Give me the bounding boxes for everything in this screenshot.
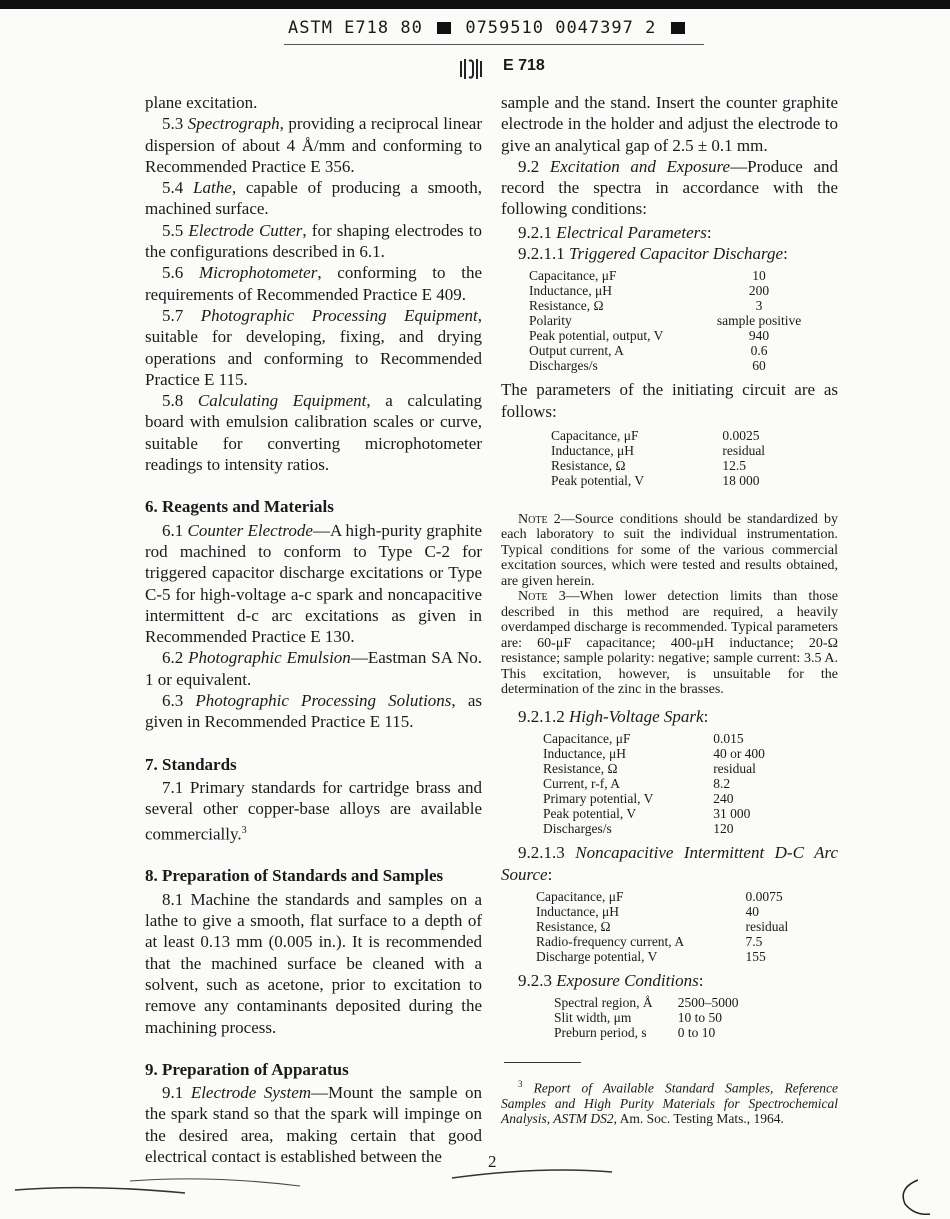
param-value: 155 (745, 948, 766, 964)
section-9-2-1-3: 9.2.1.3 Noncapacitive Intermittent D-C Arc Source: (501, 843, 838, 884)
table-row (529, 283, 814, 298)
left-column (145, 92, 482, 1167)
doc-code-mid: 0759510 0047397 2 (465, 18, 657, 38)
table-row (529, 358, 814, 373)
param-value: 10 (752, 268, 766, 284)
param-label: Primary potential, V (543, 791, 654, 807)
black-block-icon (437, 22, 451, 34)
heading-6: 6. Reagents and Materials (145, 497, 334, 517)
section-9-2: 9.2 Excitation and Exposure—Produce and record the spectra in accordance with the following conditions: (501, 156, 838, 219)
table-row (536, 889, 806, 904)
param-label: Spectral region, Å (554, 995, 653, 1011)
section-8-1: 8.1 Machine the standards and samples on a lathe to give a smooth, flat surface to a depth of at least 0.13 mm (0.005 in.). It is recommended that the machined surface be cleaned with a solvent, such as acetone, prior to excitation to remove any contaminants deposited during the machining process. (145, 889, 482, 1037)
scan-artifacts (0, 1160, 950, 1219)
param-label: Peak potential, V (551, 472, 645, 488)
table-row (536, 904, 806, 919)
section-7-1: 7.1 Primary standards for cartridge brass and several other copper-base alloys are available commercially.$^3$ (145, 777, 482, 844)
section-9-2-1-1: 9.2.1.1 Triggered Capacitor Discharge: (518, 244, 788, 264)
param-value: 0.015 (713, 731, 744, 747)
param-label: Capacitance, μF (551, 427, 639, 443)
param-value: 940 (748, 328, 770, 344)
param-value: 31 000 (713, 806, 751, 822)
table-exposure-conditions (554, 995, 754, 1040)
param-value: 0.6 (750, 343, 768, 359)
section-6-1: 6.1 Counter Electrode—A high-purity graphite rod machined to conform to Type C-2 for triggered capacitor discharge excitations or Type C-5 for high-voltage a-c spark and noncapacitive intermittent d-c arc excitations as given in Recommended Practice E 130. (145, 520, 482, 647)
param-label: Current, r-f, A (543, 776, 620, 792)
section-5-5: 5.5 Electrode Cutter, for shaping electrodes to the configurations described in 6.1. (145, 220, 482, 262)
param-label: Radio-frequency current, A (536, 933, 685, 949)
param-value: 18 000 (722, 472, 760, 488)
param-value: 3 (755, 298, 763, 314)
table-row (536, 919, 806, 934)
param-value: 0.0075 (745, 888, 783, 904)
table-row (529, 328, 814, 343)
table-high-voltage-spark (543, 731, 793, 836)
table-row (536, 934, 806, 949)
astm-logo-icon (458, 57, 484, 81)
param-label: Peak potential, output, V (529, 328, 664, 344)
table-row (551, 473, 801, 488)
param-value: 40 (745, 903, 759, 919)
note-2: Note 2—Source conditions should be standardized by each laboratory to suit the individual instrumentation. Typical conditions for some of the various commercial excitation sources, which were tested and results obtained, are given herein. (501, 511, 838, 589)
param-value: 60 (752, 358, 766, 374)
note-3: Note 3—When lower detection limits than those described in this method are required, a heavily overdamped discharge is recommended. Typical parameters are: 60-μF capacitance; 400-μH inductance; 20-Ω resistance; sample polarity: negative; sample current: 3.5 A. This excitation, however, is unsuitable for the determination of the zinc in the brasses. (501, 589, 838, 698)
param-label: Inductance, μH (543, 746, 626, 762)
param-value: residual (722, 442, 766, 458)
table-row (554, 1010, 754, 1025)
param-label: Inductance, μH (529, 283, 612, 299)
param-value: 2500–5000 (677, 995, 739, 1011)
param-label: Resistance, Ω (536, 918, 611, 934)
paragraph-initiating-circuit: The parameters of the initiating circuit are as follows: (501, 380, 838, 421)
table-row (551, 428, 801, 443)
param-value: 12.5 (722, 457, 746, 473)
table-triggered-discharge (529, 268, 814, 373)
param-label: Capacitance, μF (543, 731, 631, 747)
table-row (529, 268, 814, 283)
table-row (543, 776, 793, 791)
param-label: Peak potential, V (543, 806, 637, 822)
heading-7: 7. Standards (145, 754, 237, 774)
section-5-7: 5.7 Photographic Processing Equipment, suitable for developing, fixing, and drying operations and conforming to Recommended Practice E 115. (145, 305, 483, 389)
param-value: sample positive (716, 313, 802, 329)
table-row (551, 458, 801, 473)
param-label: Discharge potential, V (536, 948, 658, 964)
section-9-2-1-2: 9.2.1.2 High-Voltage Spark: (518, 706, 709, 726)
table-row (543, 806, 793, 821)
footnote-3: $^3$ Report of Available Standard Samples, Reference Samples and High Purity Materials for Spectrochemical Analysis, ASTM DS2, Am. Soc. Testing Mats., 1964. (501, 1079, 839, 1126)
param-label: Inductance, μH (536, 903, 619, 919)
param-value: residual (745, 918, 789, 934)
right-column (501, 92, 838, 1126)
param-label: Resistance, Ω (551, 457, 626, 473)
page-number: 2 (488, 1152, 497, 1171)
table-row (529, 343, 814, 358)
heading-9: 9. Preparation of Apparatus (145, 1059, 349, 1079)
param-value: 10 to 50 (677, 1010, 722, 1026)
param-label: Inductance, μH (551, 442, 634, 458)
param-value: 240 (713, 791, 734, 807)
param-label: Discharges/s (529, 358, 598, 374)
param-value: 120 (713, 821, 734, 837)
section-9-2-3: 9.2.3 Exposure Conditions: (518, 970, 704, 990)
param-value: 40 or 400 (713, 746, 765, 762)
param-value: 7.5 (745, 933, 763, 949)
paragraph-continuation: plane excitation. (145, 93, 258, 112)
section-6-2: 6.2 Photographic Emulsion—Eastman SA No. 1 or equivalent. (145, 648, 483, 689)
doc-code-left: ASTM E718 80 (288, 18, 423, 38)
table-row (554, 1025, 754, 1040)
table-row (543, 731, 793, 746)
table-dc-arc (536, 889, 806, 964)
param-value: 0.0025 (722, 427, 760, 443)
table-row (554, 995, 754, 1010)
section-9-1: 9.1 Electrode System—Mount the sample on the spark stand so that the spark will impinge on the desired area, making certain that good electrical contact is established between the (145, 1083, 482, 1167)
footnote-ref: 3 (241, 824, 247, 836)
table-row (543, 761, 793, 776)
table-row (529, 298, 814, 313)
param-label: Discharges/s (543, 821, 612, 837)
table-row (543, 821, 793, 836)
table-row (536, 949, 806, 964)
section-9-2-1: 9.2.1 Electrical Parameters: (518, 222, 712, 242)
section-6-3: 6.3 Photographic Processing Solutions, as given in Recommended Practice E 115. (145, 691, 482, 732)
param-label: Output current, A (529, 343, 624, 359)
param-label: Resistance, Ω (543, 761, 618, 777)
paragraph-continuation-right: sample and the stand. Insert the counter graphite electrode in the holder and adjust the electrode to give an analytical gap of 2.5 ± 0.1 mm. (501, 93, 838, 155)
section-5-6: 5.6 Microphotometer, conforming to the requirements of Recommended Practice E 409. (145, 263, 483, 304)
param-label: Slit width, μm (554, 1010, 632, 1026)
param-label: Capacitance, μF (536, 888, 624, 904)
table-row (529, 313, 814, 328)
param-label: Preburn period, s (554, 1025, 647, 1041)
table-row (551, 443, 801, 458)
document-code-line (288, 18, 688, 38)
table-initiating-circuit (551, 428, 801, 488)
param-label: Capacitance, μF (529, 268, 617, 284)
param-value: 0 to 10 (677, 1025, 716, 1041)
black-block-icon (671, 22, 685, 34)
section-5-3: 5.3 Spectrograph, providing a reciprocal linear dispersion of about 4 Å/mm and conforming to Recommended Practice E 356. (145, 114, 482, 176)
table-row (543, 791, 793, 806)
standard-number: E 718 (503, 57, 545, 74)
header-rule (284, 44, 704, 45)
param-label: Polarity (529, 313, 572, 329)
param-label: Resistance, Ω (529, 298, 604, 314)
section-5-8: 5.8 Calculating Equipment, a calculating board with emulsion calibration scales or curve, suitable for converting microphotometer readings to intensity ratios. (145, 391, 482, 475)
table-row (543, 746, 793, 761)
heading-8: 8. Preparation of Standards and Samples (145, 866, 444, 886)
scan-top-bar (0, 0, 950, 9)
footnote-rule (504, 1062, 581, 1063)
param-value: 200 (748, 283, 770, 299)
section-5-4: 5.4 Lathe, capable of producing a smooth, machined surface. (145, 178, 483, 219)
param-value: 8.2 (713, 776, 731, 792)
param-value: residual (713, 761, 756, 777)
